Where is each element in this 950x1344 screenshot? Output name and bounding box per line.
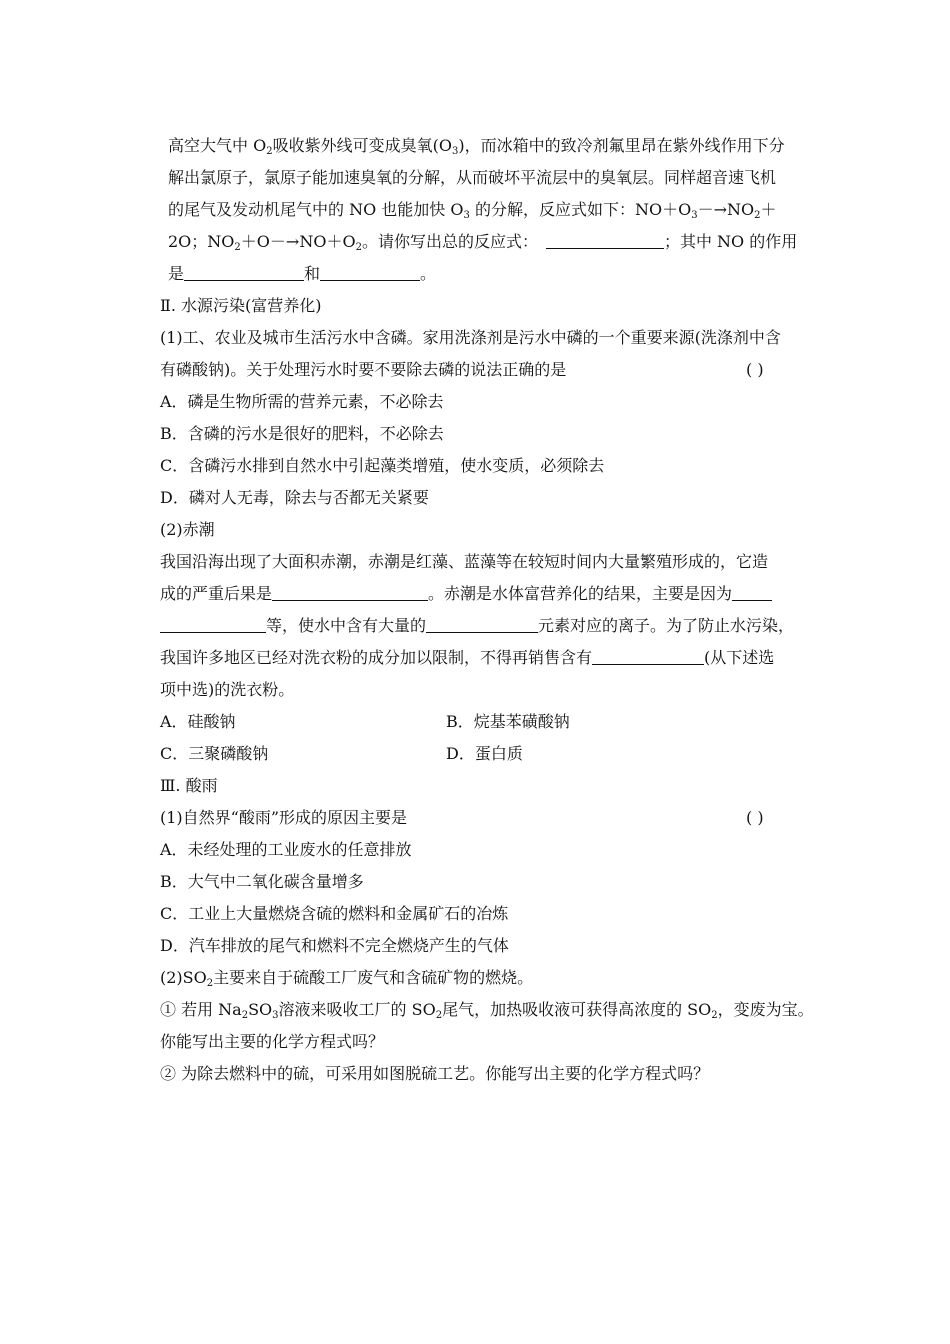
red-tide-line-1: [160, 551, 768, 573]
text: 吸收紫外线可变成臭氧(O: [272, 136, 452, 155]
text: 我国许多地区已经对洗衣粉的成分加以限制，不得再销售含有: [160, 648, 593, 667]
option-b: B．含磷的污水是很好的肥料，不必除去: [160, 424, 444, 443]
text: 元素对应的离子。为了防止水污染，: [538, 616, 795, 635]
option-d: D．汽车排放的尾气和燃料不完全燃烧产生的气体: [160, 936, 509, 955]
text: 我国沿海出现了大面积赤潮，赤潮是红藻、蓝藻等在较短时间内大量繁殖: [160, 552, 673, 571]
text: 。赤潮是水体富营养化的结果，主要是因为: [428, 584, 733, 603]
ozone-paragraph-line-5: [168, 263, 436, 285]
answer-blank[interactable]: [320, 264, 420, 281]
text: 成的严重后果是: [160, 584, 273, 603]
subscript: 2: [234, 242, 241, 253]
text: ＋O－→NO＋O: [240, 232, 356, 251]
answer-blank[interactable]: [160, 616, 266, 633]
text: 溶液来吸收工厂的 SO: [278, 1000, 436, 1019]
text: ① 若用 Na: [160, 1000, 242, 1019]
text: 高空大气中 O: [168, 136, 267, 155]
option-c: C．含磷污水排到自然水中引起藻类增殖，使水变质，必须除去: [160, 456, 605, 475]
answer-blank[interactable]: [546, 232, 664, 249]
answer-blank[interactable]: [272, 584, 428, 601]
text: ；其中 NO 的作用: [663, 232, 798, 251]
text: )，而冰箱中的致冷剂氟里昂在紫外线作用下分: [458, 136, 785, 155]
option-a: A．硅酸钠: [160, 712, 236, 731]
red-tide-line-3: [160, 615, 794, 637]
ozone-paragraph-line-1: [168, 135, 785, 157]
subscript: 3: [451, 146, 459, 157]
text: 2O；NO: [168, 232, 235, 251]
subscript: 2: [355, 242, 362, 253]
answer-blank[interactable]: [732, 584, 772, 601]
section-heading-acid-rain: Ⅲ. 酸雨: [160, 776, 218, 795]
subscript: 2: [241, 1010, 249, 1021]
sub-question-1: [160, 999, 814, 1021]
text: ＋: [760, 200, 777, 219]
answer-blank[interactable]: [592, 648, 704, 665]
option-b: B．烷基苯磺酸钠: [446, 712, 570, 731]
ozone-paragraph-line-2: 解出氯原子，氯原子能加速臭氧的分解，从而破坏平流层中的臭氧层。同样超音速飞机: [168, 168, 777, 187]
text: 是: [168, 264, 185, 283]
subscript: 2: [754, 210, 761, 221]
red-tide-line-2: [160, 583, 772, 605]
question-1-line-2: 有磷酸钠)。关于处理污水时要不要除去磷的说法正确的是: [160, 360, 567, 379]
option-c: C．三聚磷酸钠: [160, 744, 269, 763]
ozone-paragraph-line-4: [168, 231, 797, 253]
subscript: 3: [463, 210, 470, 221]
sub-question-2: ② 为除去燃料中的硫，可采用如图脱硫工艺。你能写出主要的化学方程式吗？: [160, 1064, 710, 1083]
answer-bracket[interactable]: ( ): [746, 808, 764, 827]
acid-rain-question-2: [160, 967, 533, 989]
question-2-title: (2)赤潮: [160, 520, 215, 539]
red-tide-line-4: [160, 647, 774, 669]
subscript: 2: [435, 1010, 443, 1021]
section-heading-water-pollution: Ⅱ. 水源污染(富营养化): [160, 296, 322, 315]
question-1-line-1: (1)工、农业及城市生活污水中含磷。家用洗涤剂是污水中磷的一个重要来源(洗涤剂中含: [160, 328, 781, 347]
subscript: 3: [691, 210, 698, 221]
sub-question-1-line-2: 你能写出主要的化学方程式吗？: [160, 1032, 385, 1051]
acid-rain-question-1: (1)自然界“酸雨”形成的原因主要是: [160, 808, 408, 827]
subscript: 2: [266, 146, 273, 157]
text: 的分解，反应式如下：NO＋O: [469, 200, 692, 219]
text: 的尾气及发动机尾气中的 NO 也能加快 O: [168, 200, 464, 219]
text: 和: [304, 264, 321, 283]
option-a: A．磷是生物所需的营养元素，不必除去: [160, 392, 444, 411]
option-a: A．未经处理的工业废水的任意排放: [160, 840, 412, 859]
subscript: 3: [272, 1010, 279, 1021]
ozone-paragraph-line-3: [168, 199, 777, 221]
text: (2)SO: [160, 968, 207, 987]
answer-blank[interactable]: [184, 264, 292, 281]
red-tide-line-5: 项中选)的洗衣粉。: [160, 680, 295, 699]
answer-blank[interactable]: [426, 616, 538, 633]
answer-blank[interactable]: [292, 264, 304, 281]
text: 形成的，它造: [672, 552, 769, 571]
text: SO: [248, 1000, 273, 1019]
text: 尾气，加热吸收液可获得高浓度的 SO: [442, 1000, 712, 1019]
text: －→NO: [697, 200, 755, 219]
text: 等，使水中含有大量的: [266, 616, 427, 635]
text: (从下述选: [704, 648, 775, 667]
answer-bracket[interactable]: ( ): [746, 360, 764, 379]
text: 主要来自于硫酸工厂废气和含硫矿物的燃烧。: [213, 968, 534, 987]
option-b: B．大气中二氧化碳含量增多: [160, 872, 364, 891]
subscript: 2: [711, 1010, 718, 1021]
option-d: D．磷对人无毒，除去与否都无关紧要: [160, 488, 429, 507]
text: 。: [420, 264, 437, 283]
subscript: 2: [206, 978, 214, 989]
text: ，变废为宝。: [717, 1000, 814, 1019]
option-c: C．工业上大量燃烧含硫的燃料和金属矿石的冶炼: [160, 904, 509, 923]
option-d: D．蛋白质: [446, 744, 523, 763]
text: 。请你写出总的反应式：: [361, 232, 538, 251]
